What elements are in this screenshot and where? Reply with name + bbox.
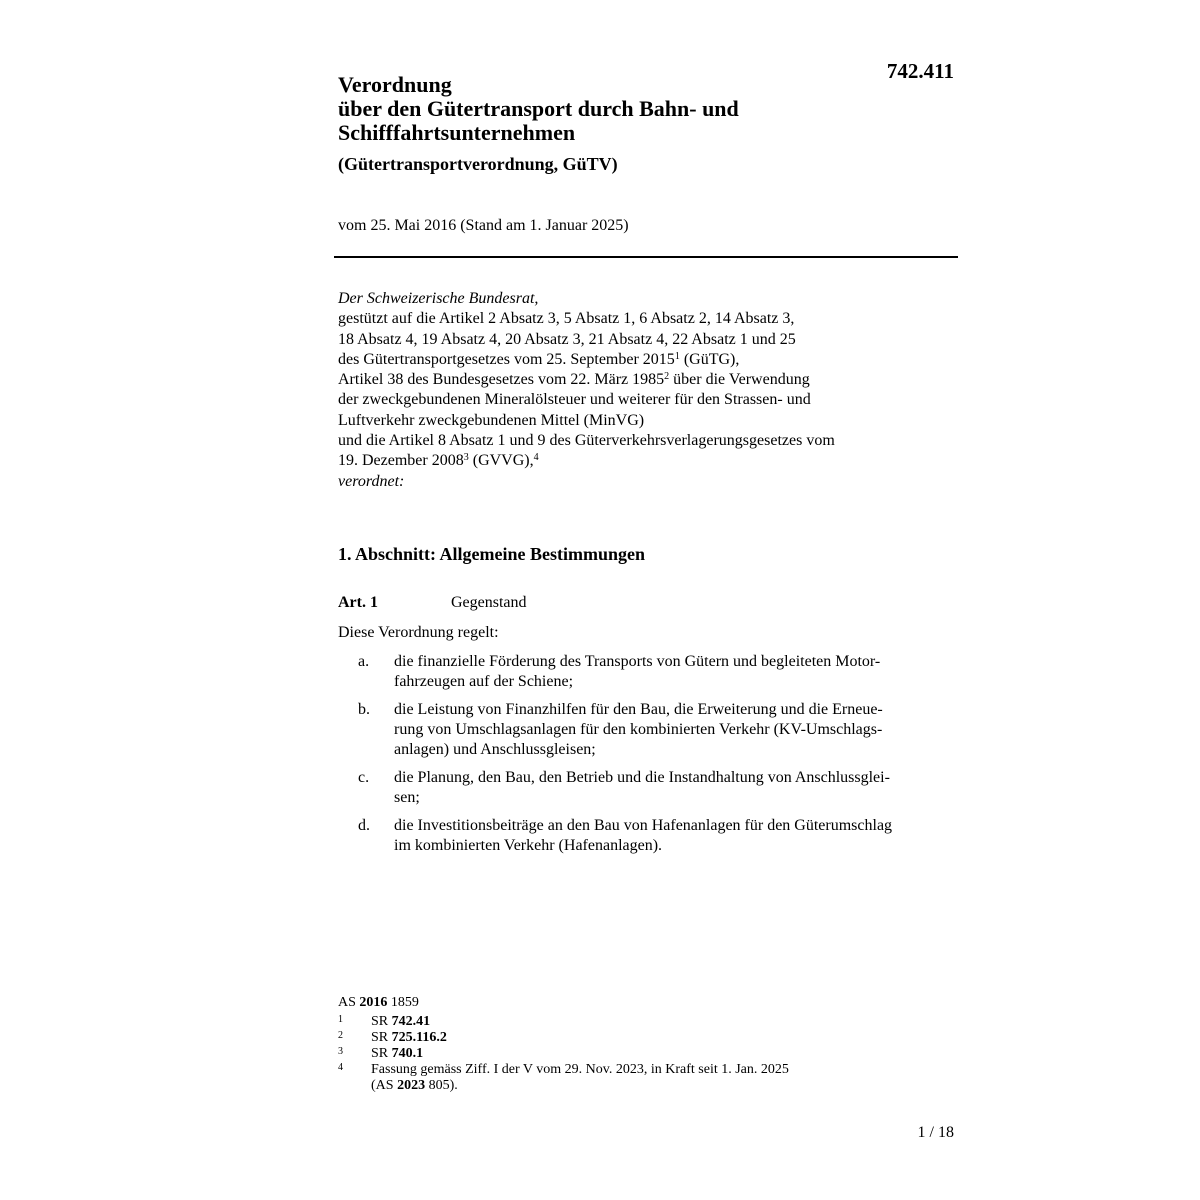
footnote-as-prefix: (AS: [371, 1078, 394, 1093]
title-line: über den Gütertransport durch Bahn- und: [338, 96, 739, 121]
preamble-text: über die Verwendung: [669, 371, 810, 389]
footnote-text: [371, 1062, 789, 1094]
item-letter: c.: [358, 769, 370, 786]
page-number: 1 / 18: [917, 1124, 954, 1141]
list-item: [338, 816, 955, 856]
footnote-2: [338, 1030, 938, 1046]
preamble-line: [338, 370, 958, 390]
title-line: Verordnung: [338, 72, 452, 97]
item-text: [394, 816, 955, 856]
footnote-1: [338, 1014, 938, 1030]
item-text: [394, 652, 955, 692]
article-intro: Diese Verordnung regelt:: [338, 624, 499, 641]
footnote-text: [371, 1014, 430, 1030]
item-line: sen;: [394, 789, 420, 806]
ordinance-title: [338, 73, 898, 145]
item-line: im kombinierten Verkehr (Hafenanlagen).: [394, 837, 663, 854]
footnote-ref-4[interactable]: 4: [533, 452, 539, 464]
item-line: die Leistung von Finanzhilfen für den Bau, die Erweiterung und die Erneue-: [394, 701, 883, 718]
footnote-text: [371, 1046, 423, 1062]
footnote-ref-1[interactable]: 1: [674, 350, 680, 362]
item-line: die finanzielle Förderung des Transports von Gütern und begleiteten Motor-: [394, 653, 881, 670]
footnote-sr-link[interactable]: 725.116.2: [391, 1030, 447, 1045]
footnote-number: 3: [338, 1046, 343, 1057]
preamble: [338, 289, 958, 492]
footnote-ref-2[interactable]: 2: [664, 371, 670, 383]
footnote-4: [338, 1062, 938, 1094]
item-line: die Planung, den Bau, den Betrieb und die Instandhaltung von Anschlussglei-: [394, 769, 890, 786]
as-page: 1859: [390, 995, 419, 1010]
item-text: [394, 768, 955, 808]
footnotes: [338, 995, 938, 1094]
footnote-3: [338, 1046, 938, 1062]
footnote-prefix: SR: [371, 1046, 389, 1061]
preamble-authority: Der Schweizerische Bundesrat,: [338, 290, 539, 307]
section-heading: 1. Abschnitt: Allgemeine Bestimmungen: [338, 544, 646, 564]
footnote-number: 1: [338, 1014, 343, 1025]
item-letter: d.: [358, 817, 370, 834]
preamble-line: [338, 451, 958, 471]
sr-number: 742.411: [886, 59, 954, 83]
footnote-prefix: SR: [371, 1014, 389, 1029]
article-subject: Gegenstand: [451, 594, 527, 611]
header-divider: [334, 256, 958, 258]
item-line: fahrzeugen auf der Schiene;: [394, 673, 574, 690]
as-prefix: AS: [338, 995, 356, 1010]
preamble-text: (GVVG),: [468, 452, 534, 470]
preamble-line: und die Artikel 8 Absatz 1 und 9 des Güterverkehrsverlagerungsgesetzes vom: [338, 432, 835, 450]
preamble-text: (GüTG),: [679, 350, 740, 368]
preamble-line: 18 Absatz 4, 19 Absatz 4, 20 Absatz 3, 21 Absatz 4, 22 Absatz 1 und 25: [338, 330, 796, 348]
footnote-as-page: 805).: [428, 1078, 458, 1093]
article-heading: [338, 594, 527, 612]
preamble-text: des Gütertransportgesetzes vom 25. September 2015: [338, 350, 675, 368]
footnote-ref-3[interactable]: 3: [463, 452, 469, 464]
preamble-closing: verordnet:: [338, 472, 405, 490]
preamble-line: der zweckgebundenen Mineralölsteuer und weiterer für den Strassen- und: [338, 391, 811, 409]
list-item: [338, 768, 955, 808]
item-letter: a.: [358, 653, 370, 670]
footnote-as-year: 2023: [397, 1078, 426, 1093]
as-year: 2016: [359, 995, 388, 1010]
preamble-line: [338, 350, 958, 370]
date-status-line: vom 25. Mai 2016 (Stand am 1. Januar 2025): [338, 217, 629, 234]
item-line: die Investitionsbeiträge an den Bau von Hafenanlagen für den Güterumschlag: [394, 817, 893, 834]
item-line: rung von Umschlagsanlagen für den kombinierten Verkehr (KV-Umschlags-: [394, 721, 883, 738]
article-items-list: [338, 652, 955, 864]
list-item: [338, 652, 955, 692]
preamble-line: Luftverkehr zweckgebundenen Mittel (MinVG): [338, 411, 645, 429]
footnote-prefix: SR: [371, 1030, 389, 1045]
preamble-line: gestützt auf die Artikel 2 Absatz 3, 5 Absatz 1, 6 Absatz 2, 14 Absatz 3,: [338, 310, 795, 328]
list-item: [338, 700, 955, 760]
footnote-sr-link[interactable]: 742.41: [391, 1014, 431, 1029]
title-line: Schifffahrtsunternehmen: [338, 120, 576, 145]
article-number: Art. 1: [338, 594, 378, 611]
footnote-line: Fassung gemäss Ziff. I der V vom 29. Nov. 2023, in Kraft seit 1. Jan. 2025: [371, 1062, 789, 1077]
footnote-number: 4: [338, 1062, 343, 1073]
preamble-text: 19. Dezember 2008: [338, 452, 464, 470]
footnote-line: [371, 1078, 789, 1094]
item-letter: b.: [358, 701, 370, 718]
preamble-text: Artikel 38 des Bundesgesetzes vom 22. März 1985: [338, 371, 665, 389]
short-title: (Gütertransportverordnung, GüTV): [338, 154, 618, 174]
item-text: [394, 700, 955, 760]
item-line: anlagen) und Anschlussgleisen;: [394, 741, 596, 758]
footnote-sr-link[interactable]: 740.1: [391, 1046, 424, 1061]
official-compilation-ref: [338, 995, 938, 1011]
footnote-text: [371, 1030, 447, 1046]
footnote-number: 2: [338, 1030, 343, 1041]
